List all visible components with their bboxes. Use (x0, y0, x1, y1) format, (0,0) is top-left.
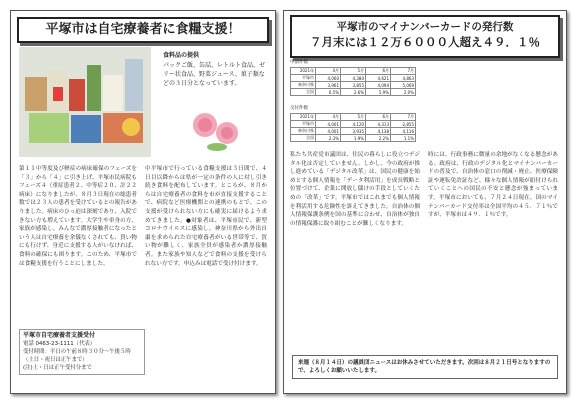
application-table-cell: 5,069 (391, 82, 416, 89)
application-table-header-cell: 5月 (341, 68, 366, 75)
issuance-table-cell: 4,001 (316, 121, 341, 128)
application-table-cell: 2.0% (391, 89, 416, 96)
issuance-table-cell: 平塚市 (291, 121, 316, 128)
support-contact-box (19, 329, 145, 375)
application-table-header-cell: 4月 (316, 68, 341, 75)
application-table-row (291, 82, 416, 89)
issuance-table-cell: 4,001 (316, 128, 341, 135)
issuance-table-header-cell: 5月 (341, 114, 366, 121)
application-table-cell: 2.6% (341, 89, 366, 96)
application-table-header-cell: 2021年 (291, 68, 316, 75)
issuance-table-cell: 4,120 (341, 121, 366, 128)
application-table-cell: 4,380 (341, 75, 366, 82)
issuance-table-cell: 神奈川県 (291, 128, 316, 135)
food-package-photo (19, 47, 151, 157)
issuance-table-cell: 2.2% (366, 135, 391, 142)
application-table-cell: 神奈川県 (291, 82, 316, 89)
application-table-header-cell: 6月 (366, 68, 391, 75)
right-article-column-2: 時には、行政事務に微量の余地がなくなる懸念がある。政府は、行政のデジタル化とマイナンバーカードの普及で、自治体の窓口の削減・廃止、医療保険証や運転免許証など、様々な個人情報が紐付けられていくことへの国民の不安と懸念が強まっています。平塚市においても、７月２４日現在、国のマイナンバーカード交付率は全国平均の４５．７１％ですが、平塚市は４９．１％です。 (428, 152, 558, 219)
application-table-cell: 3,855 (341, 82, 366, 89)
application-table-cell: 平塚市 (291, 75, 316, 82)
issuance-table-cell: 3,935 (341, 128, 366, 135)
application-table-cell: 4,060 (316, 75, 341, 82)
right-article-column-1: 私たち共産党市議団は、住民の暮らしに役立つデジタル化は否定していません。しかし、今の政府が推し進めている「デジタル改革」は、国民の健康を始めとする個人情報を「データ利活用」を成長戦略と位置づけて、企業に開放し儲けの手段としていくための「改革」です。平塚市ではこれまでも個人情報を利活用する危険性を訴えてきました。自治体の個人情報保護条例を国の基準に合わせ、自治体が独自の情報保護に取り組むことが難しくなります。 (290, 152, 420, 227)
food-provision-label: 食料品の提供 (163, 52, 200, 59)
application-table-cell: 4,621 (366, 75, 391, 82)
issuance-table-row (291, 128, 416, 135)
issuance-table-cell: 2.3% (316, 135, 341, 142)
issuance-table-cell: 全国 (291, 135, 316, 142)
issuance-table-header-cell: 2021年 (291, 114, 316, 121)
application-table-header-cell: 7月 (391, 68, 416, 75)
article-column-1: 第１１中等度及び軽症の病床確保のフェーズを「３」から「４」に引き上げ、平塚市民病院もフェーズ４（重症患者２、中等症２０、計２２病床）になりましたが、８月３日現在の総患者数では２３人の患者を受けているとの報告がありました。病床のひっ迫は深刻であり、入院できない方も増えています。大学生や単身の方、家族が感染し、みんなで濃厚接触者になったという人は自宅療養を余儀なくされても、買い物にも行けず、身近に支援する人がいなければ、食料の確保にも困ります。このため、平塚市では食糧支援を行うことにしました。 (19, 166, 137, 267)
issuance-count-table (290, 113, 416, 142)
issuance-table-cell: 1.9% (341, 135, 366, 142)
mynumber-title-line2: ７月末には１２万６０００人超え４９．１％ (310, 35, 540, 49)
support-hours: 受付時間：平日の午前８時３０分～午後５時（土日・祝日は正午まで） (23, 349, 131, 363)
issuance-table-caption: 交付件数 (290, 106, 308, 111)
application-table-row (291, 75, 416, 82)
newsletter-notice: 来週（８月１４日）の議員団ニュースはお休みさせていただきます。次回は８月２１日号となりますので、よろしくお願いいたします。 (292, 355, 558, 379)
issuance-table-cell: 1.1% (391, 135, 416, 142)
application-table-cell: 全国 (291, 89, 316, 96)
application-table-cell: 6.5% (316, 89, 341, 96)
issuance-table-header-cell: 6月 (366, 114, 391, 121)
issuance-table-header-cell: 7月 (391, 114, 416, 121)
food-support-headline: 平塚市は自宅療養者に食糧支援！ (17, 17, 269, 43)
application-table-caption: 申請件数 (290, 60, 308, 65)
rose-illustration (187, 107, 245, 153)
application-table-cell: 4,863 (391, 75, 416, 82)
mynumber-headline (290, 15, 560, 58)
support-weekend-note: (注)土・日は正午受付分まで (23, 365, 92, 371)
food-provision-description: パックご飯、缶詰、レトルト食品、ゼリー状食品、野菜ジュース、菓子類などの３日分となっています。 (163, 62, 266, 87)
left-newsletter-page (10, 10, 276, 394)
application-table-cell: 4,094 (366, 82, 391, 89)
issuance-table-cell: 4,138 (366, 128, 391, 135)
application-count-table (290, 67, 416, 96)
issuance-table-row (291, 121, 416, 128)
application-table-cell: 5.9% (366, 89, 391, 96)
article-column-2: 中平塚市で行っている食糧支援は３日間で、４日目以降からは県が一定の条件の人に対し引き続き食料を配布しています。ところが、８月からは自宅療養者の食料を市が直接支援することで、病院など医療機関との連携のもとで、この支援が受けられない方にも確実に届けるよう求めてきました。●対象者は、平塚市民で、新型コロナウイルスに感染し、神奈川県から外出自粛を求められた自宅療養者がいる世帯等で、買い物が難しく、家族全員が感染者か濃厚接触者。また家族や知人などで食料の支援を受けられない方です。申込みは電話で受け付けます。 (145, 166, 267, 267)
right-newsletter-page (283, 10, 567, 394)
support-desk-title: 平塚市自宅療養者支援受付 (23, 332, 96, 339)
issuance-table-row (291, 135, 416, 142)
issuance-table-cell: 2,855 (391, 121, 416, 128)
application-table-row (291, 89, 416, 96)
issuance-table-header-cell: 4月 (316, 114, 341, 121)
mynumber-title-line1: 平塚市のマイナンバーカードの発行数 (336, 21, 514, 33)
issuance-table-cell: 4,116 (391, 128, 416, 135)
application-table-cell: 3,961 (316, 82, 341, 89)
support-phone: 電話 0463-23-1111（代表） (23, 341, 96, 347)
issuance-table-cell: 4,313 (366, 121, 391, 128)
